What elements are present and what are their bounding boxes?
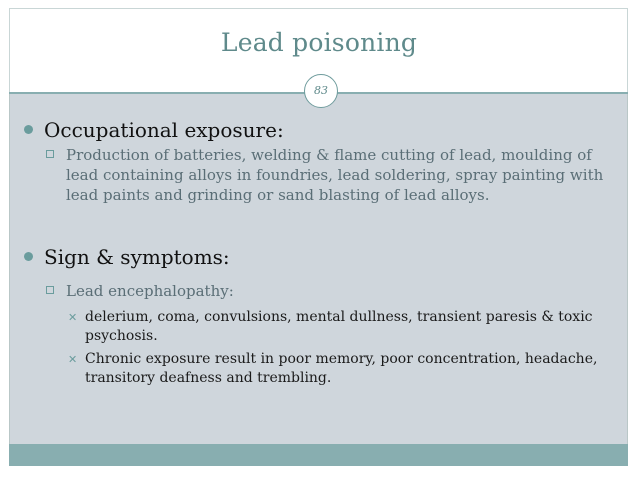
square-bullet-icon (46, 150, 54, 158)
sub-item-text: Chronic exposure result in poor memory, poor concentration, headache, transitory deafness and trembling. (85, 351, 598, 386)
list-item-encephalopathy (46, 281, 606, 301)
page-number-badge: 83 (304, 74, 338, 108)
sub-item-text: delerium, coma, convulsions, mental dullness, transient paresis & toxic psychosis. (85, 309, 593, 344)
sub-item-chronic (68, 350, 613, 388)
list-item-text: Lead encephalopathy: (66, 282, 234, 300)
square-bullet-icon (46, 286, 54, 294)
footer-band (9, 444, 628, 466)
bullet-dot-icon (24, 252, 33, 261)
section-heading-text: Sign & symptoms: (44, 245, 230, 269)
list-item-occupational (46, 145, 606, 205)
bullet-dot-icon (24, 125, 33, 134)
section-heading-symptoms (24, 245, 230, 269)
cross-bullet-icon: ✕ (68, 311, 78, 324)
section-heading-text: Occupational exposure: (44, 118, 284, 142)
list-item-text: Production of batteries, welding & flame cutting of lead, moulding of lead containing alloys in foundries, lead soldering, spray painting with lead paints and grinding or sand blasting of lead alloys. (66, 146, 604, 204)
cross-bullet-icon: ✕ (68, 353, 78, 366)
sub-item-acute (68, 308, 613, 346)
slide-title: Lead poisoning (220, 28, 418, 57)
section-heading-occupational (24, 118, 284, 142)
